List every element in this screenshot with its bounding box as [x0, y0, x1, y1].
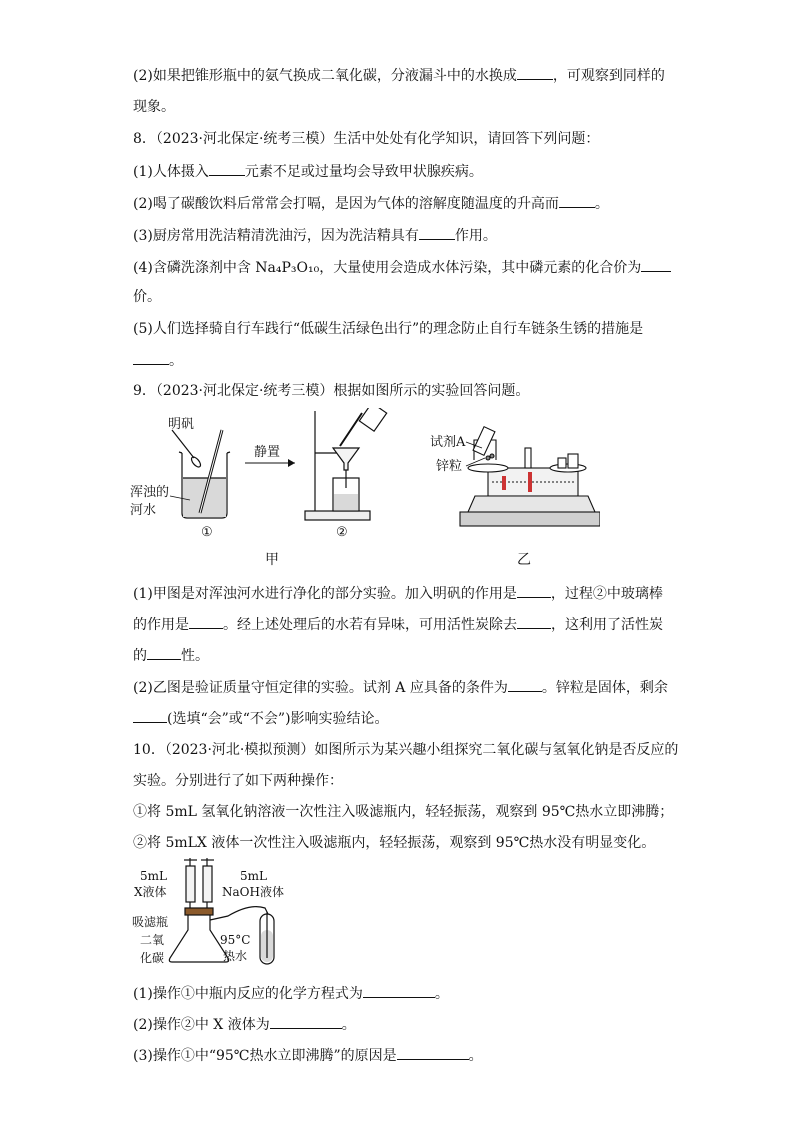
q10-op-2	[133, 833, 655, 853]
q8-text: (5)人们选择骑自行车践行“低碳生活绿色出行”的理念防止自行车链条生锈的措施是	[133, 321, 644, 337]
q8-text: 。	[169, 353, 183, 369]
q8-sub-2	[133, 193, 609, 214]
q9-sub-1b	[133, 614, 663, 635]
q7-text: ，可观察到同样的	[552, 68, 665, 84]
q10-heading	[133, 740, 678, 760]
q10-op-1	[133, 802, 673, 822]
q10-sub-2	[133, 1014, 356, 1035]
q7-text: (2)如果把锥形瓶中的氨气换成二氧化碳，分液漏斗中的水换成	[133, 68, 517, 84]
reagent-a-label: 试剂A	[430, 435, 466, 450]
answer-blank[interactable]	[419, 225, 455, 240]
q7-text: 现象。	[133, 99, 175, 115]
answer-blank[interactable]	[133, 708, 167, 723]
q9-sub-1	[133, 583, 663, 604]
q9-heading-text: 9．（2023·河北保定·统考三模）根据如图所示的实验回答问题。	[133, 383, 530, 399]
q8-text: (2)喝了碳酸饮料后常常会打嗝，是因为气体的溶解度随温度的升高而	[133, 196, 559, 212]
q10-sub-1	[133, 983, 449, 1004]
answer-blank[interactable]	[517, 65, 553, 80]
answer-blank[interactable]	[133, 350, 169, 365]
q8-text: (3)厨房常用洗洁精清洗油污，因为洗洁精具有	[133, 228, 419, 244]
q10-text: ②将 5mLX 液体一次性注入吸滤瓶内，轻轻振荡，观察到 95℃热水没有明显变化。	[133, 835, 656, 851]
q10-text: 。	[341, 1017, 356, 1033]
q8-sub-5b	[133, 350, 183, 371]
q7-line-1	[133, 65, 665, 86]
q8-sub-4	[133, 257, 671, 278]
caption-jia: 甲	[265, 552, 279, 568]
q8-sub-3	[133, 225, 497, 246]
caption-yi: 乙	[517, 552, 531, 568]
q7-line-2	[133, 97, 175, 117]
answer-blank[interactable]	[517, 583, 551, 598]
q10-sub-3	[133, 1045, 483, 1066]
q8-heading-text: 8．（2023·河北保定·统考三模）生活中处处有化学知识，请回答下列问题：	[133, 131, 600, 147]
answer-blank[interactable]	[270, 1014, 342, 1029]
answer-blank[interactable]	[189, 614, 223, 629]
figure-jia	[130, 408, 390, 543]
q9-sub-1c	[133, 645, 209, 666]
x-liquid-label: X液体	[134, 885, 167, 899]
q10-text: (1)操作①中瓶内反应的化学方程式为	[133, 986, 363, 1002]
figure-q10	[130, 858, 300, 970]
q9-sub-2b	[133, 708, 389, 729]
hot-water-label: 热水	[223, 949, 248, 963]
q8-text: 作用。	[454, 228, 497, 244]
flask-label: 吸滤瓶	[132, 915, 169, 929]
q10-text: (3)操作①中“95℃热水立即沸腾”的原因是	[133, 1048, 397, 1064]
co2-label-1: 二氧	[140, 933, 165, 947]
naoh-volume-label: 5mL	[240, 869, 267, 883]
q9-text: 。经上述处理后的水若有异味，可用活性炭除去	[223, 617, 517, 633]
answer-blank[interactable]	[209, 161, 245, 176]
alum-label: 明矾	[168, 417, 195, 432]
q9-sub-2	[133, 677, 668, 698]
co2-label-2: 化碳	[140, 951, 165, 965]
q10-text: 实验。分别进行了如下两种操作：	[133, 773, 343, 789]
balance-icon	[460, 427, 600, 526]
naoh-liquid-label: NaOH液体	[222, 885, 284, 899]
q10-heading-2	[133, 771, 343, 791]
answer-blank[interactable]	[147, 645, 181, 660]
q10-text: (2)操作②中 X 液体为	[133, 1017, 270, 1033]
answer-blank[interactable]	[397, 1045, 469, 1060]
q9-text: (1)甲图是对浑浊河水进行净化的部分实验。加入明矾的作用是	[133, 586, 517, 602]
q8-sub-4b	[133, 287, 161, 307]
q8-text: (4)含磷洗涤剂中含 Na₄P₃O₁₀，大量使用会造成水体污染，其中磷元素的化合价为	[133, 260, 642, 276]
q8-text: 元素不足或过量均会导致甲状腺疾病。	[244, 164, 483, 180]
standing-label: 静置	[254, 445, 281, 460]
q10-heading-text: 10．（2023·河北·模拟预测）如图所示为某兴趣小组探究二氧化碳与氢氧化钠是否反应的	[133, 742, 679, 758]
beaker-icon	[179, 452, 230, 518]
q9-text: (2)乙图是验证质量守恒定律的实验。试剂 A 应具备的条件为	[133, 680, 508, 696]
filter-stand-icon	[305, 408, 387, 520]
q9-text: 的作用是	[133, 617, 189, 633]
q9-text: ，这利用了活性炭	[551, 617, 663, 633]
answer-blank[interactable]	[641, 257, 671, 272]
caption-2: ②	[336, 525, 348, 540]
turbid-label-2: 河水	[130, 503, 157, 518]
zinc-label: 锌粒	[436, 459, 463, 474]
answer-blank[interactable]	[508, 677, 542, 692]
q9-heading	[133, 381, 529, 401]
q9-text: ，过程②中玻璃棒	[550, 586, 663, 602]
x-volume-label: 5mL	[140, 869, 167, 883]
q9-text: 性。	[181, 648, 209, 664]
q8-heading	[133, 129, 599, 149]
temp-label: 95°C	[220, 933, 251, 947]
q8-sub-5	[133, 319, 643, 339]
q10-text: 。	[434, 986, 449, 1002]
answer-blank[interactable]	[517, 614, 551, 629]
q9-text: 的	[133, 648, 147, 664]
answer-blank[interactable]	[559, 193, 595, 208]
answer-blank[interactable]	[363, 983, 435, 998]
q8-sub-1	[133, 161, 483, 182]
q10-text: 。	[468, 1048, 483, 1064]
turbid-label-1: 浑浊的	[130, 485, 170, 500]
caption-1: ①	[201, 525, 213, 540]
q9-text: 。锌粒是固体，剩余	[541, 680, 668, 696]
q10-text: ①将 5mL 氢氧化钠溶液一次性注入吸滤瓶内，轻轻振荡，观察到 95℃热水立即沸腾；	[133, 804, 674, 820]
q8-text: (1)人体摄入	[133, 164, 209, 180]
figure-yi	[430, 420, 600, 535]
q8-text: 价。	[133, 289, 161, 305]
q9-text: (选填“会”或“不会”)影响实验结论。	[167, 711, 389, 727]
spoon-icon	[172, 430, 202, 469]
q8-text: 。	[594, 196, 609, 212]
